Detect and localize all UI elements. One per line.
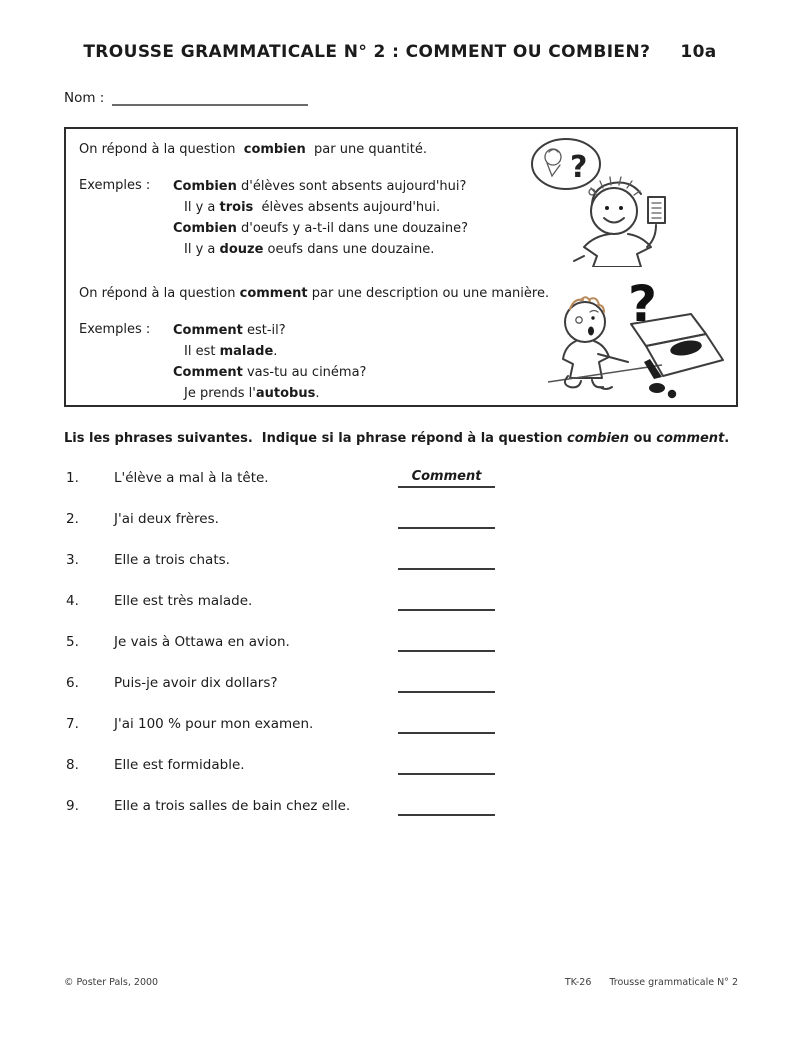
rule-section-comment [79,284,549,404]
bubble-question-mark: ? [570,150,588,185]
rule-intro-comment: On répond à la question comment par une description ou une manière. [79,286,550,301]
exercise-item [64,509,740,550]
title-row [0,42,800,62]
footer-series-label: Trousse grammaticale N° 2 [609,977,738,988]
name-row [64,90,308,106]
boy-open-mouth [588,327,594,336]
example-line: Combien d'élèves sont absents aujourd'hui? [173,179,467,194]
item-sentence: L'élève a mal à la tête. [114,470,269,486]
item-number: 3. [66,552,79,568]
example-line: Il y a douze oeufs dans une douzaine. [184,242,435,257]
boy-shirt [584,234,651,267]
example-line: Comment vas-tu au cinéma? [173,365,367,380]
example-line: Je prends l'autobus. [184,386,320,401]
exercise-item [64,591,740,632]
example-line: Combien d'oeufs y a-t-il dans une douzaine? [173,221,469,236]
item-sentence: Puis-je avoir dix dollars? [114,675,278,691]
item-answer-line[interactable] [398,673,495,693]
exercise-item [64,468,740,509]
item-sentence: Elle est très malade. [114,593,253,609]
item-answer-line[interactable]: Comment [398,468,495,488]
item-number: 4. [66,593,79,609]
shoe-icon [649,383,665,393]
thinking-boy-illustration [526,135,674,267]
shoe-icon [668,390,676,398]
item-sentence: Elle a trois salles de bain chez elle. [114,798,351,814]
example-line: Comment est-il? [173,323,286,338]
item-answer-line[interactable] [398,509,495,529]
rule-section-combien [79,140,468,260]
examples-label: Exemples : [79,322,151,337]
item-number: 1. [66,470,79,486]
rule-intro-combien: On répond à la question combien par une quantité. [79,142,427,157]
example-line: Il y a trois élèves absents aujourd'hui. [184,200,441,215]
name-label: Nom : [64,90,105,106]
big-question-mark: ? [628,275,658,333]
item-sentence: J'ai deux frères. [114,511,219,527]
item-answer-line[interactable] [398,714,495,734]
item-sentence: Elle a trois chats. [114,552,230,568]
item-number: 7. [66,716,79,732]
boy-left-arm [574,256,584,261]
item-sentence: J'ai 100 % pour mon examen. [114,716,314,732]
item-number: 5. [66,634,79,650]
item-answer-line[interactable] [398,632,495,652]
surprised-boy-open-box-illustration [540,275,734,403]
name-blank-line[interactable] [112,91,308,106]
exercise-item [64,796,740,837]
rules-box [64,127,738,407]
footer-code: TK-26 [564,977,592,988]
page-footer [64,977,738,988]
exercise-instruction: Lis les phrases suivantes. Indique si la phrase répond à la question combien ou comment. [64,431,730,446]
exercise-item [64,755,740,796]
item-answer-line[interactable] [398,796,495,816]
item-sentence: Je vais à Ottawa en avion. [114,634,290,650]
item-number: 6. [66,675,79,691]
item-answer-line[interactable] [398,755,495,775]
page-title: TROUSSE GRAMMATICALE N° 2 : COMMENT OU COMBIEN? [83,42,651,62]
item-answer-line[interactable] [398,550,495,570]
item-number: 9. [66,798,79,814]
exercise-item [64,673,740,714]
card-icon [648,197,665,223]
exercise-list [64,468,740,837]
example-line: Il est malade. [184,344,278,359]
examples-label: Exemples : [79,178,151,193]
item-number: 2. [66,511,79,527]
item-answer-line[interactable] [398,591,495,611]
exercise-item [64,714,740,755]
boy-head [591,188,637,234]
page-code: 10a [680,42,717,62]
exercise-item [64,550,740,591]
boy-shirt [563,341,609,378]
copyright-text: © Poster Pals, 2000 [64,977,159,988]
exercise-item [64,632,740,673]
item-number: 8. [66,757,79,773]
item-sentence: Elle est formidable. [114,757,245,773]
